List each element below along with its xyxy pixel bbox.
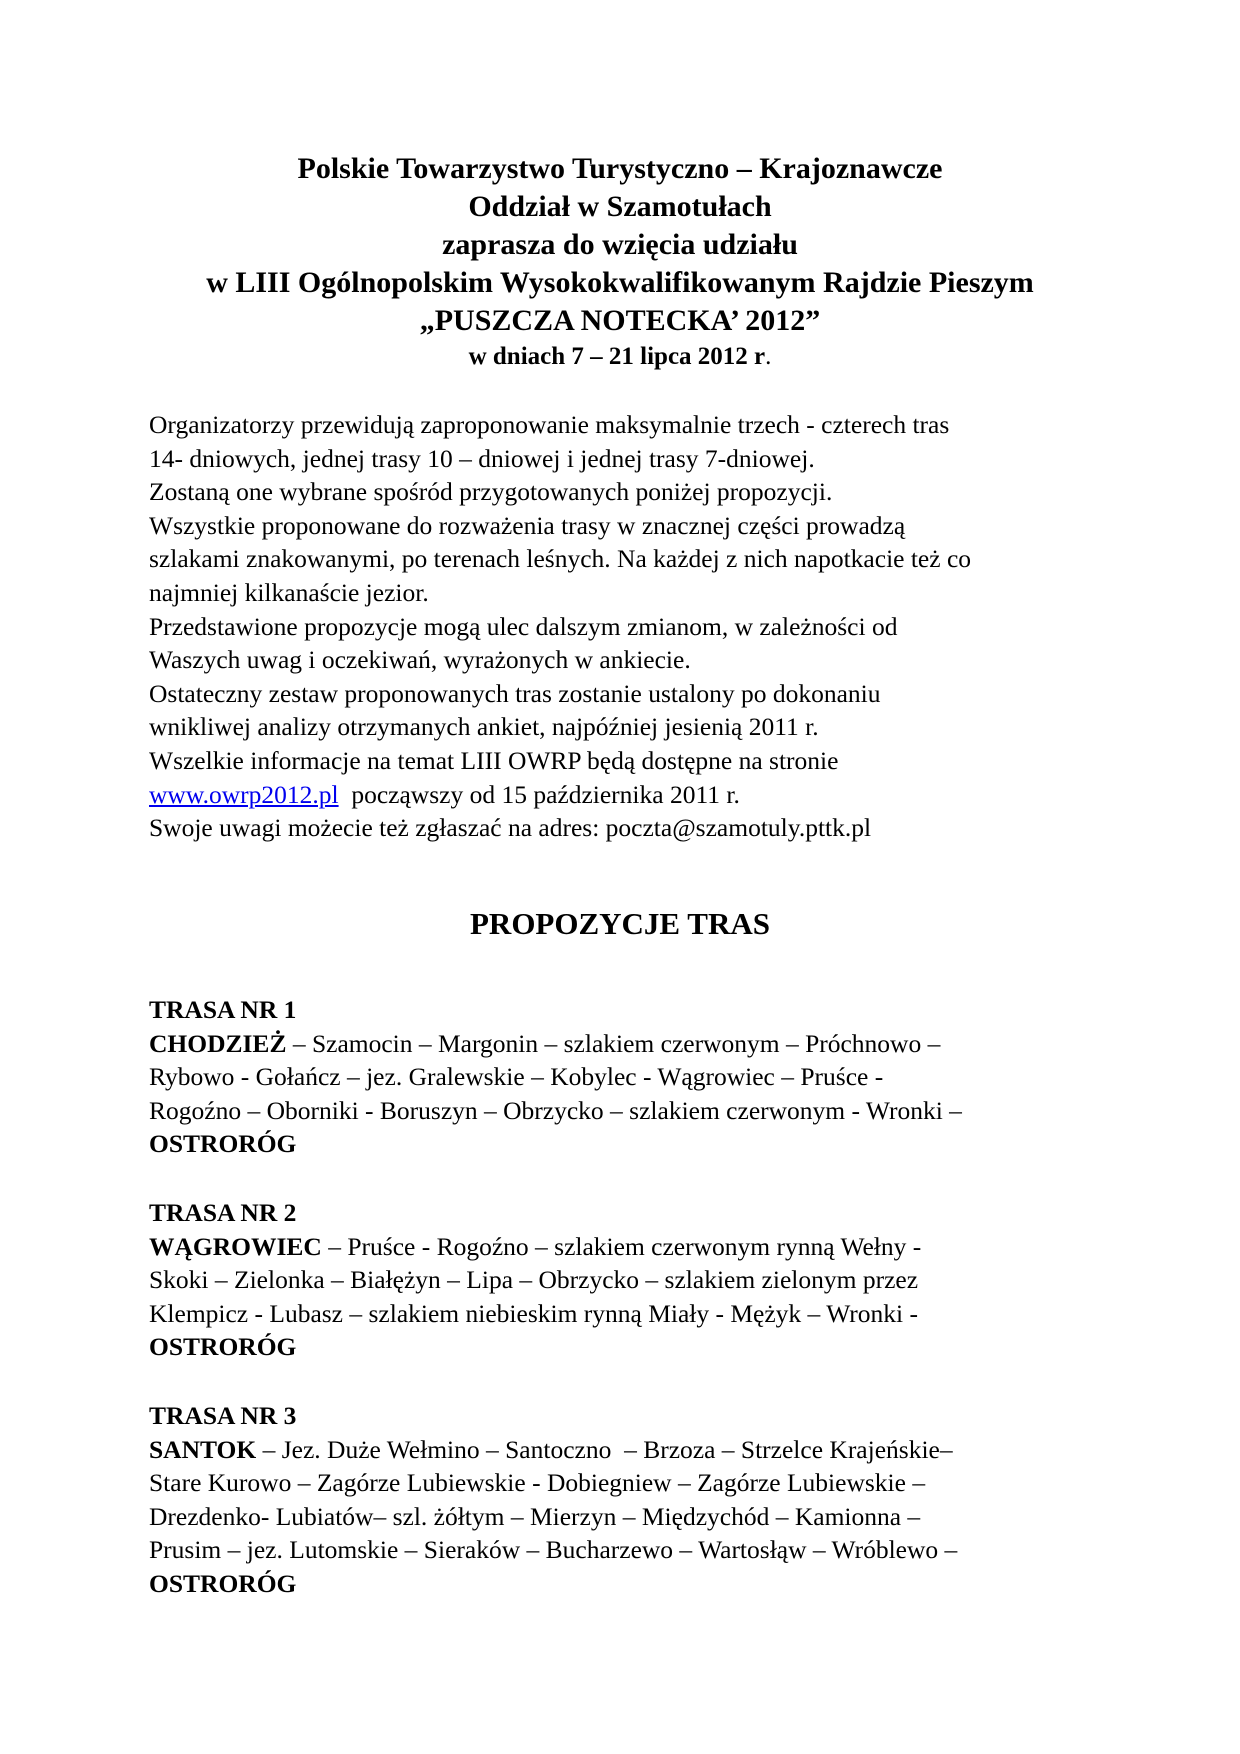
intro-paragraph [149,408,1109,845]
route-first-line [149,1027,1109,1061]
route-line: Rogoźno – Oborniki - Boruszyn – Obrzycko – szlakiem czerwonym - Wronki – [149,1095,962,1125]
route-block [149,1196,1109,1364]
route-start: WĄGROWIEC [149,1231,322,1261]
route-block [149,1399,1109,1601]
route-first-line [149,1433,1109,1467]
contact-line: Swoje uwagi możecie też zgłaszać na adres: poczta@szamotuly.pttk.pl [149,813,872,843]
website-link[interactable]: www.owrp2012.pl [149,779,339,809]
route-start: CHODZIEŻ [149,1028,287,1058]
intro-line: Waszych uwag i oczekiwań, wyrażonych w ankiecie. [149,645,691,675]
route-start: SANTOK [149,1434,257,1464]
route-first-line-rest: – Szamocin – Margonin – szlakiem czerwonym – Próchnowo – [286,1028,941,1058]
branch-name: Oddział w Szamotułach [468,190,772,223]
document-header [0,150,1240,374]
route-block [149,993,1109,1161]
invitation-text: zaprasza do wzięcia udziału [442,228,798,261]
event-dates-dot: . [765,343,772,370]
intro-line: Zostaną one wybrane spośród przygotowanych poniżej propozycji. [149,477,833,507]
organization-name: Polskie Towarzystwo Turystyczno – Krajoznawcze [297,152,943,185]
intro-link-line [149,778,1109,812]
route-end: OSTRORÓG [149,1568,297,1598]
intro-line: Ostateczny zestaw proponowanych tras zostanie ustalony po dokonaniu [149,678,881,708]
route-end: OSTRORÓG [149,1332,297,1362]
route-title: TRASA NR 2 [149,1198,297,1227]
event-title: „PUSZCZA NOTECKA’ 2012” [419,304,821,337]
route-line: Skoki – Zielonka – Białężyn – Lipa – Obrzycko – szlakiem zielonym przez [149,1265,919,1295]
intro-line: Wszelkie informacje na temat LIII OWRP będą dostępne na stronie [149,745,839,775]
intro-line: Przedstawione propozycje mogą ulec dalszym zmianom, w zależności od [149,611,898,641]
section-title: PROPOZYCJE TRAS [470,906,770,941]
intro-line: Wszystkie proponowane do rozważenia trasy w znacznej części prowadzą [149,510,906,540]
route-first-line [149,1230,1109,1264]
event-name: w LIII Ogólnopolskim Wysokokwalifikowanym Rajdzie Pieszym [206,266,1034,299]
website-link-suffix: począwszy od 15 października 2011 r. [338,779,740,809]
intro-line: Organizatorzy przewidują zaproponowanie maksymalnie trzech - czterech tras [149,410,950,439]
route-first-line-rest: – Jez. Duże Wełmino – Santoczno – Brzoza – Strzelce Krajeńskie– [256,1434,953,1464]
intro-line: szlakami znakowanymi, po terenach leśnych. Na każdej z nich napotkacie też co [149,544,972,574]
route-end: OSTRORÓG [149,1129,297,1159]
intro-line: najmniej kilkanaście jezior. [149,577,429,607]
route-title: TRASA NR 1 [149,995,297,1024]
event-dates [0,340,1240,374]
intro-line: wnikliwej analizy otrzymanych ankiet, najpóźniej jesienią 2011 r. [149,712,819,742]
route-first-line-rest: – Pruśce - Rogoźno – szlakiem czerwonym rynną Wełny - [321,1231,922,1261]
route-line: Stare Kurowo – Zagórze Lubiewskie - Dobiegniew – Zagórze Lubiewskie – [149,1468,926,1498]
route-line: Drezdenko- Lubiatów– szl. żółtym – Mierzyn – Międzychód – Kamionna – [149,1501,921,1531]
intro-line: 14- dniowych, jednej trasy 10 – dniowej i jednej trasy 7-dniowej. [149,443,815,473]
route-line: Klempicz - Lubasz – szlakiem niebieskim rynną Miały - Mężyk – Wronki - [149,1298,918,1328]
route-line: Rybowo - Gołańcz – jez. Gralewskie – Kobylec - Wągrowiec – Pruśce - [149,1062,884,1092]
route-title: TRASA NR 3 [149,1401,297,1430]
event-dates-text: w dniach 7 – 21 lipca 2012 r [468,343,766,370]
route-line: Prusim – jez. Lutomskie – Sieraków – Bucharzewo – Wartosłąw – Wróblewo – [149,1535,958,1565]
